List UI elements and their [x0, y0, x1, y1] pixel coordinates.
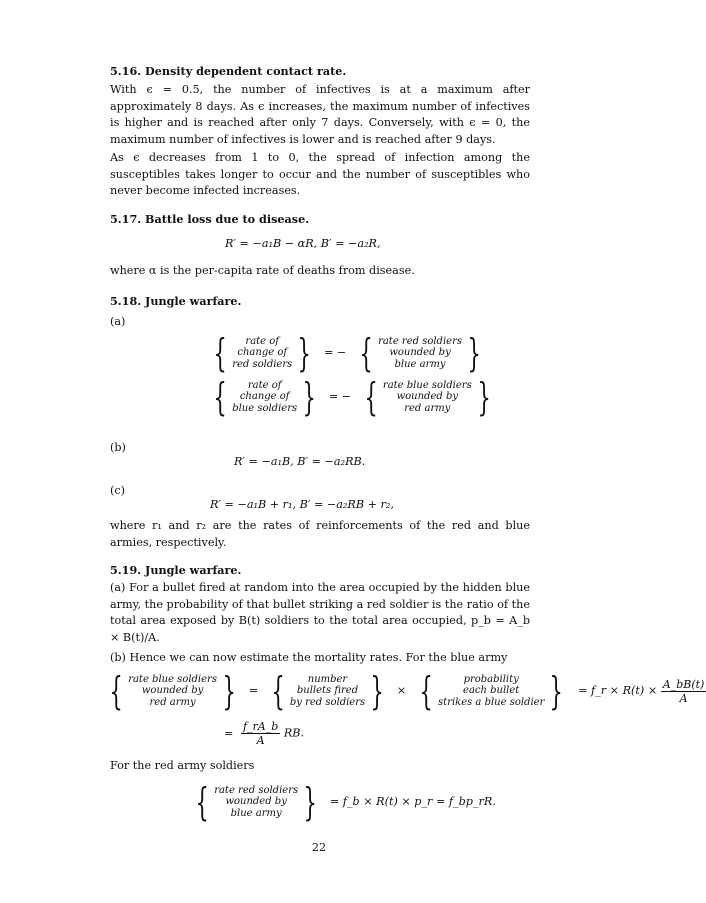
brace-line: rate of	[247, 379, 282, 391]
brace-line: bullets fired	[296, 685, 359, 697]
brace-line: number	[307, 673, 348, 685]
fraction-numerator: A_bB(t)	[662, 677, 705, 691]
paragraph	[110, 82, 530, 148]
section-5-19	[110, 562, 530, 579]
brace-group: { rate blue soldiers wounded by red army }	[109, 669, 236, 713]
paragraph-text: (b) Hence we can now estimate the mortality rates. For the blue army	[110, 651, 508, 664]
paragraph	[110, 150, 530, 200]
brace-line: blue soldiers	[232, 402, 298, 414]
brace-line: probability	[463, 673, 519, 685]
brace-group: { probability each bullet strikes a blue soldier }	[419, 669, 564, 713]
equation-5-17: R′ = −a₁B − αR, B′ = −a₂R,	[225, 237, 381, 250]
red-army-equation	[190, 780, 496, 824]
fraction	[661, 678, 706, 705]
equation-b: R′ = −a₁B, B′ = −a₂RB.	[234, 455, 366, 468]
fraction-denominator: A	[256, 734, 265, 747]
brace-line: wounded by	[141, 685, 204, 697]
blue-line2-tail: RB.	[283, 726, 305, 740]
blue-army-equation: { rate blue soldiers wounded by red army } = { number bullets fired by red soldiers } × { probability each bullet strikes a blue soldier } = f_r × R(t) × $\frac{A\_bB(t)}{A}$	[104, 672, 706, 710]
paragraph-text: For the red army soldiers	[110, 759, 255, 772]
brace-line: rate red soldiers	[214, 784, 299, 796]
brace-group: { rate blue soldiers wounded by red army }	[364, 375, 491, 419]
word-equation-2: { rate of change of blue soldiers } = − { rate blue soldiers wounded by red army }	[208, 378, 496, 416]
label-a	[110, 314, 530, 331]
brace-line: red soldiers	[232, 358, 293, 370]
paragraph	[110, 518, 530, 551]
fraction	[241, 720, 280, 747]
label-c-text: (c)	[110, 484, 125, 497]
label-b-text: (b)	[110, 441, 126, 454]
section-5-17	[110, 211, 530, 228]
brace-line: change of	[239, 391, 290, 403]
paragraph	[110, 263, 530, 280]
brace-line: rate blue soldiers	[128, 673, 217, 685]
brace-line: wounded by	[389, 347, 451, 359]
brace-line: each bullet	[463, 685, 520, 697]
brace-line: red army	[404, 402, 451, 414]
brace-line: wounded by	[225, 796, 287, 808]
fraction-numerator: f_rA_b	[242, 720, 279, 733]
brace-group: { number bullets fired by red soldiers }	[271, 669, 384, 713]
paragraph-text: where r₁ and r₂ are the rates of reinforcements of the red and blue armies, respectively.	[110, 519, 530, 549]
brace-line: by red soldiers	[289, 696, 366, 708]
section-heading: 5.16. Density dependent contact rate.	[110, 64, 347, 78]
brace-line: blue army	[230, 807, 282, 819]
word-equation-1: { rate of change of red soldiers } = − { rate red soldiers wounded by blue army }	[208, 334, 486, 372]
label-a-text: (a)	[110, 315, 126, 328]
page-number: 22	[311, 841, 327, 854]
paragraph-text: With ϵ = 0.5, the number of infectives is at a maximum after approximately 8 days. As ϵ increases, the maximum number of infectives is higher and is reached after only 7 days. Conversely, with ϵ = 0, the maximum number of infectives is lower and is reached after 9 days.	[110, 83, 530, 146]
brace-line: rate blue soldiers	[382, 379, 472, 391]
section-5-16	[110, 63, 530, 80]
brace-line: wounded by	[396, 391, 459, 403]
brace-line: blue army	[394, 358, 446, 370]
fraction-denominator: A	[679, 691, 688, 705]
brace-line: red army	[149, 696, 196, 708]
section-heading: 5.18. Jungle warfare.	[110, 294, 242, 308]
equation-c: R′ = −a₁B + r₁, B′ = −a₂RB + r₂,	[210, 498, 394, 511]
section-heading: 5.19. Jungle warfare.	[110, 563, 242, 577]
paragraph	[110, 758, 530, 775]
brace-line: rate red soldiers	[378, 335, 462, 347]
paragraph-text: (a) For a bullet fired at random into the area occupied by the hidden blue army, the probability of that bullet striking a red soldier is the ratio of the total area exposed by B(t) soldiers to the total area occupied, p_b = A_b × B(t)/A.	[110, 581, 530, 644]
brace-group: { rate of change of red soldiers }	[213, 331, 311, 375]
brace-group: { rate red soldiers wounded by blue army }	[195, 780, 317, 824]
section-heading: 5.17. Battle loss due to disease.	[110, 212, 310, 226]
brace-group: { rate of change of blue soldiers }	[213, 375, 316, 419]
section-5-18	[110, 293, 530, 310]
paragraph	[110, 580, 530, 646]
blue-tail: = f_r × R(t) ×	[578, 684, 658, 697]
paragraph	[110, 650, 530, 667]
blue-army-equation-line2: = $\frac{f\_rA\_b}{A}$ RB.	[224, 720, 305, 747]
brace-group: { rate red soldiers wounded by blue army }	[359, 331, 481, 375]
brace-line: change of	[237, 347, 288, 359]
paragraph-text: where α is the per-capita rate of deaths from disease.	[110, 264, 415, 277]
brace-line: strikes a blue soldier	[438, 696, 545, 708]
red-tail: = f_b × R(t) × p_r = f_bp_rR.	[329, 795, 496, 808]
paragraph-text: As ϵ decreases from 1 to 0, the spread of infection among the susceptibles takes longer to occur and the number of susceptibles who never become infected increases.	[110, 151, 530, 197]
brace-line: rate of	[245, 335, 280, 347]
